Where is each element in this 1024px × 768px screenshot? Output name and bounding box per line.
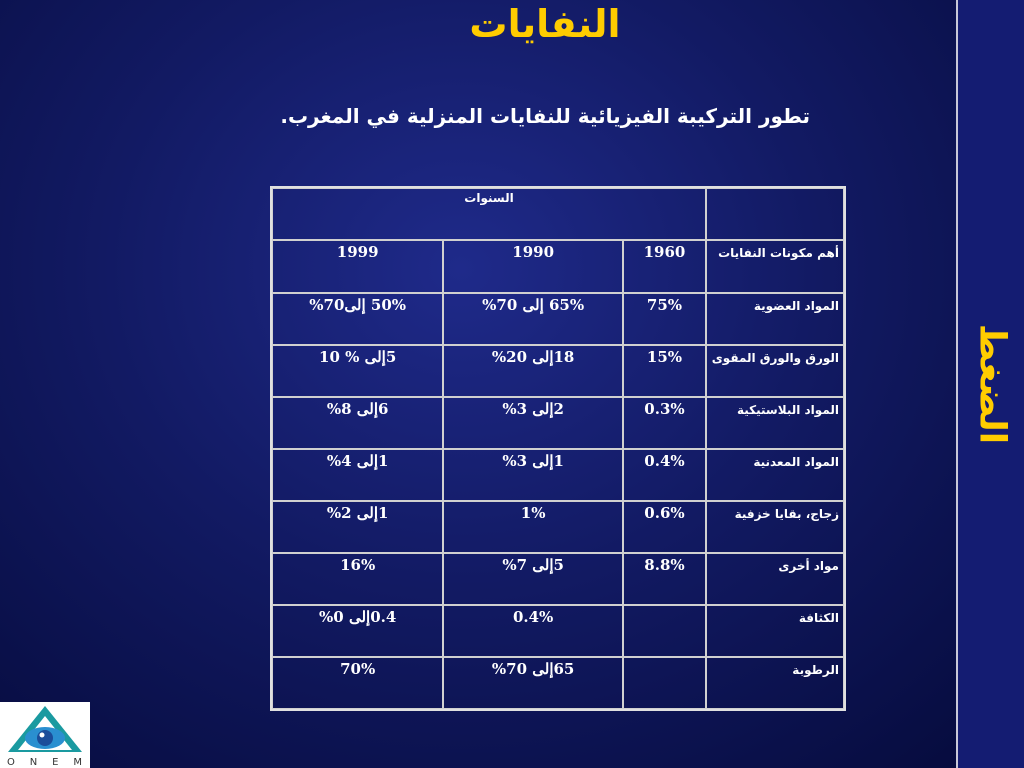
cell-1990: 1إلى 3% — [443, 449, 623, 501]
cell-1990: 1% — [443, 501, 623, 553]
cell-1999: 16% — [272, 553, 443, 605]
table-row — [272, 449, 844, 501]
waste-composition-table — [270, 186, 846, 711]
table-row — [272, 397, 844, 449]
row-category: الرطوبة — [706, 657, 844, 709]
cell-1990: 65% إلى 70% — [443, 293, 623, 345]
cell-1999: 50% إلى70% — [272, 293, 443, 345]
table-row — [272, 293, 844, 345]
row-category: زجاج، بقايا خزفية — [706, 501, 844, 553]
row-category: المواد البلاستيكية — [706, 397, 844, 449]
side-panel — [956, 0, 1024, 768]
table-corner-cell — [706, 188, 844, 240]
row-category: الكثافة — [706, 605, 844, 657]
cell-1990: 2إلى 3% — [443, 397, 623, 449]
year-header-1990: 1990 — [443, 240, 623, 293]
category-header: أهم مكونات النفايات — [706, 240, 844, 293]
cell-1999: 6إلى 8% — [272, 397, 443, 449]
table-row — [272, 345, 844, 397]
cell-1960: 75% — [623, 293, 706, 345]
year-header-1960: 1960 — [623, 240, 706, 293]
table-row — [272, 501, 844, 553]
cell-1990: 0.4% — [443, 605, 623, 657]
logo-letter: O — [6, 757, 16, 768]
cell-1999: 0.4إلى 0% — [272, 605, 443, 657]
logo-letter: E — [52, 757, 60, 768]
cell-1960: 0.4% — [623, 449, 706, 501]
cell-1999: 70% — [272, 657, 443, 709]
row-category: المواد العضوية — [706, 293, 844, 345]
cell-1990: 18إلى 20% — [443, 345, 623, 397]
cell-1960: 0.3% — [623, 397, 706, 449]
cell-1960 — [623, 605, 706, 657]
cell-1990: 65إلى 70% — [443, 657, 623, 709]
table-row — [272, 553, 844, 605]
row-category: الورق والورق المقوى — [706, 345, 844, 397]
page-title: النفايات — [469, 2, 621, 46]
cell-1960: 15% — [623, 345, 706, 397]
row-category: المواد المعدنية — [706, 449, 844, 501]
cell-1999: 5إلى % 10 — [272, 345, 443, 397]
logo-letters — [0, 757, 90, 768]
cell-1990: 5إلى 7% — [443, 553, 623, 605]
cell-1999: 1إلى 4% — [272, 449, 443, 501]
onem-logo — [0, 702, 90, 768]
side-label: الضغط — [971, 323, 1013, 445]
logo-letter: M — [73, 757, 83, 768]
eye-triangle-logo-icon — [0, 702, 90, 754]
page-subtitle: تطور التركيبة الفيزيائية للنفايات المنزلية في المغرب. — [280, 104, 810, 128]
year-header-1999: 1999 — [272, 240, 443, 293]
cell-1960: 8.8% — [623, 553, 706, 605]
years-header: السنوات — [272, 188, 706, 240]
cell-1960: 0.6% — [623, 501, 706, 553]
table-row — [272, 605, 844, 657]
logo-letter: N — [29, 757, 39, 768]
table-row — [272, 657, 844, 709]
cell-1960 — [623, 657, 706, 709]
cell-1999: 1إلى 2% — [272, 501, 443, 553]
row-category: مواد أخرى — [706, 553, 844, 605]
